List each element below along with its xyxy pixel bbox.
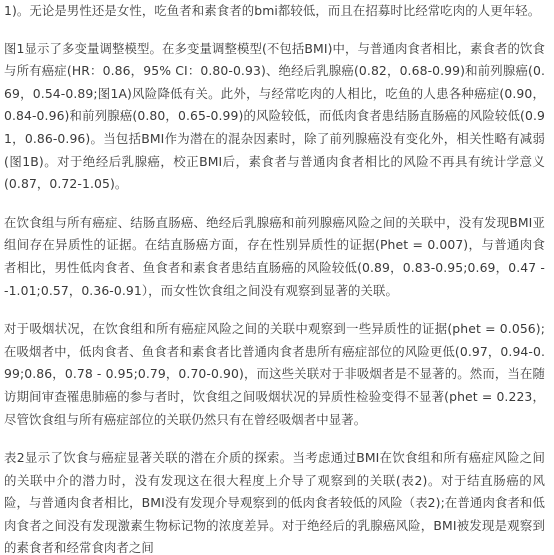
article-paragraph-5: 表2显示了饮食与癌症显著关联的潜在介质的探索。当考虑通过BMI在饮食组和所有癌症风险之间的关联中介的潜力时，没有发现这在很大程度上介导了观察到的关联(表2)。对于结直肠癌的风险，与普通肉食者相比，BMI没有发现介导观察到的低肉食者较低的风险（表2);在普通肉食者和低肉食者之间没有发现激素生物标记物的浓度差异。对于绝经后的乳腺癌风险，BMI被发现是观察到的素食者和经常食肉者之间 — [4, 450, 545, 555]
article-paragraph-2: 图1显示了多变量调整模型。在多变量调整模型(不包括BMI)中，与普通肉食者相比，素食者的饮食与所有癌症(HR：0.86，95% CI：0.80-0.93)、绝经后乳腺癌(0.82，0.68-0.99)和前列腺癌(0.69，0.54-0.89;图1A)风险降低有关。此外，与经常吃肉的人相比，吃鱼的人患各种癌症(0.90，0.84-0.96)和前列腺癌(0.80，0.65-0.99)的风险较低，而低肉食者患结肠直肠癌的风险较低(0.91，0.86-0.96)。当包括BMI作为潜在的混杂因素时，除了前列腺癌没有变化外，相关性略有减弱(图1B)。对于绝经后乳腺癌，校正BMI后，素食者与普通肉食者相比的风险不再具有统计学意义(0.87，0.72-1.05)。 — [4, 40, 545, 192]
article-paragraph-1: 1)。无论是男性还是女性，吃鱼者和素食者的bmi都较低，而且在招募时比经常吃肉的人更年轻。 — [4, 3, 541, 18]
article-paragraph-4: 对于吸烟状况，在饮食组和所有癌症风险之间的关联中观察到一些异质性的证据(phet = 0.056);在吸烟者中，低肉食者、鱼食者和素食者比普通肉食者患所有癌症部位的风险更低(0.97，0.94-0.99;0.86，0.78 - 0.95;0.79，0.70-0.90)，而这些关联对于非吸烟者是不显著的。然而，当在随访期间审查罹患肺癌的参与者时，饮食组之间吸烟状况的异质性检验变得不显著(phet = 0.223，尽管饮食组与所有癌症部位的关联仍然只有在曾经吸烟者中显著。 — [4, 321, 545, 427]
article-paragraph-3: 在饮食组与所有癌症、结肠直肠癌、绝经后乳腺癌和前列腺癌风险之间的关联中，没有发现BMI亚组间存在异质性的证据。在结直肠癌方面，存在性别异质性的证据(Phet = 0.007)，与普通肉食者相比，男性低肉食者、鱼食者和素食者患结直肠癌的风险较低(0.89，0.83-0.95;0.69，0.47 - -1.01;0.57，0.36-0.91），而女性饮食组之间没有观察到显著的关联。 — [4, 214, 545, 298]
